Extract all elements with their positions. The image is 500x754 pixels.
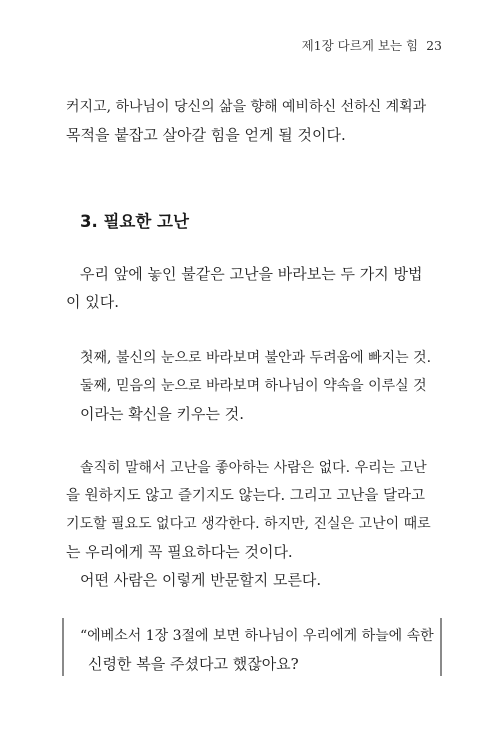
body-line: 커지고, 하나님이 당신의 삶을 향해 예비하신 선하신 계획과	[66, 99, 427, 115]
body-line: 이 있다.	[66, 293, 120, 311]
quote-rule-left	[62, 618, 64, 676]
body-line: 목적을 붙잡고 살아갈 힘을 얻게 될 것이다.	[66, 126, 346, 144]
body-line: 솔직히 말해서 고난을 좋아하는 사람은 없다. 우리는 고난	[80, 460, 427, 476]
body-line: 어떤 사람은 이렇게 반문할지 모른다.	[80, 571, 322, 589]
body-line: 는 우리에게 꼭 필요하다는 것이다.	[66, 543, 293, 561]
chapter-title: 제1장 다르게 보는 힘	[301, 38, 419, 53]
body-line: 우리 앞에 놓인 불같은 고난을 바라보는 두 가지 방법	[80, 265, 423, 283]
body-line: 둘째, 믿음의 눈으로 바라보며 하나님이 약속을 이루실 것	[80, 378, 427, 394]
body-line: 첫째, 불신의 눈으로 바라보며 불안과 두려움에 빠지는 것.	[80, 350, 432, 366]
quote-rule-right	[440, 618, 442, 676]
body-line: 기도할 필요도 없다고 생각한다. 하지만, 진실은 고난이 때로	[66, 516, 431, 532]
quote-line: 신령한 복을 주셨다고 했잖아요?	[88, 655, 299, 673]
quote-line: “에베소서 1장 3절에 보면 하나님이 우리에게 하늘에 속한	[80, 628, 434, 644]
body-line: 을 원하지도 않고 즐기지도 않는다. 그리고 고난을 달라고	[66, 488, 426, 504]
body-line: 이라는 확신을 키우는 것.	[80, 405, 244, 423]
section-heading: 3. 필요한 고난	[80, 212, 189, 231]
running-header	[302, 36, 442, 54]
page-number: 23	[426, 38, 442, 53]
